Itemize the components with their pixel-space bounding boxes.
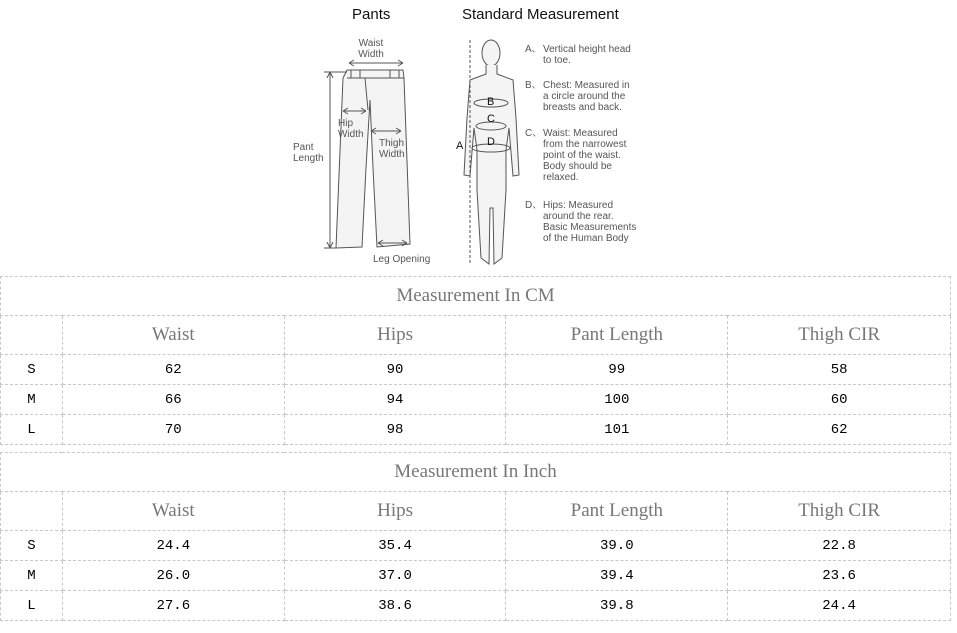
inch-header-waist: Waist — [62, 492, 284, 531]
body-letter-a: A — [456, 140, 464, 152]
cm-header-row — [1, 316, 951, 355]
body-head — [482, 40, 500, 66]
cm-header-hips: Hips — [284, 316, 506, 355]
body-letter-c: C — [487, 113, 495, 125]
cm-header-waist: Waist — [62, 316, 284, 355]
table-row — [1, 415, 951, 445]
thigh-cir-cell: 24.4 — [728, 591, 951, 621]
note-b-text: Chest: Measured in a circle around the breasts and back. — [543, 80, 630, 113]
note-d-key: D、 — [525, 200, 543, 211]
pant-length-label: Pant Length — [293, 142, 324, 164]
table-row — [1, 591, 951, 621]
size-cell: S — [1, 531, 63, 561]
table-row — [1, 561, 951, 591]
table-row — [1, 385, 951, 415]
waist-cell: 62 — [62, 355, 284, 385]
inch-size-table — [0, 452, 951, 621]
waist-cell: 66 — [62, 385, 284, 415]
table-row — [1, 531, 951, 561]
thigh-width-label: Thigh Width — [379, 138, 405, 160]
note-a-key: A、 — [525, 44, 542, 55]
size-cell: M — [1, 385, 63, 415]
body-letter-d: D — [487, 136, 495, 148]
inch-header-hips: Hips — [284, 492, 506, 531]
body-letter-b: B — [487, 96, 495, 108]
hip-width-label: Hip Width — [338, 118, 364, 140]
cm-header-size — [1, 316, 63, 355]
waist-cell: 26.0 — [62, 561, 284, 591]
note-b-key: B、 — [525, 80, 542, 91]
hips-cell: 35.4 — [284, 531, 506, 561]
inch-header-pant-length: Pant Length — [506, 492, 728, 531]
size-cell: M — [1, 561, 63, 591]
pants-title: Pants — [352, 6, 391, 23]
inch-header-size — [1, 492, 63, 531]
pant-length-cell: 39.0 — [506, 531, 728, 561]
hips-cell: 38.6 — [284, 591, 506, 621]
thigh-cir-cell: 60 — [728, 385, 951, 415]
cm-size-table — [0, 276, 951, 445]
pant-length-cell: 99 — [506, 355, 728, 385]
diagram-drawing — [0, 0, 957, 272]
pant-length-cell: 100 — [506, 385, 728, 415]
size-cell: S — [1, 355, 63, 385]
size-cell: L — [1, 591, 63, 621]
pant-length-cell: 39.8 — [506, 591, 728, 621]
waist-width-label: Waist Width — [358, 38, 384, 60]
hips-cell: 90 — [284, 355, 506, 385]
thigh-cir-cell: 22.8 — [728, 531, 951, 561]
size-diagram — [0, 0, 957, 272]
note-d-text: Hips: Measured around the rear. Basic Measurements of the Human Body — [543, 200, 637, 244]
cm-header-thigh-cir: Thigh CIR — [728, 316, 951, 355]
hips-cell: 94 — [284, 385, 506, 415]
body-outline — [464, 65, 519, 264]
thigh-cir-cell: 62 — [728, 415, 951, 445]
size-cell: L — [1, 415, 63, 445]
inch-header-thigh-cir: Thigh CIR — [728, 492, 951, 531]
leg-opening-label: Leg Opening — [373, 254, 431, 265]
cm-header-pant-length: Pant Length — [506, 316, 728, 355]
waist-cell: 27.6 — [62, 591, 284, 621]
thigh-cir-cell: 23.6 — [728, 561, 951, 591]
pant-length-cell: 101 — [506, 415, 728, 445]
hips-cell: 98 — [284, 415, 506, 445]
standard-measurement-title: Standard Measurement — [462, 6, 619, 23]
note-c-text: Waist: Measured from the narrowest point of the waist. Body should be relaxed. — [543, 128, 627, 183]
cm-table-caption: Measurement In CM — [1, 277, 951, 316]
thigh-cir-cell: 58 — [728, 355, 951, 385]
note-c-key: C、 — [525, 128, 543, 139]
waist-cell: 24.4 — [62, 531, 284, 561]
table-row — [1, 355, 951, 385]
pant-length-cell: 39.4 — [506, 561, 728, 591]
hips-cell: 37.0 — [284, 561, 506, 591]
inch-header-row — [1, 492, 951, 531]
waist-cell: 70 — [62, 415, 284, 445]
note-a-text: Vertical height head to toe. — [543, 44, 631, 66]
inch-table-caption: Measurement In Inch — [1, 453, 951, 492]
